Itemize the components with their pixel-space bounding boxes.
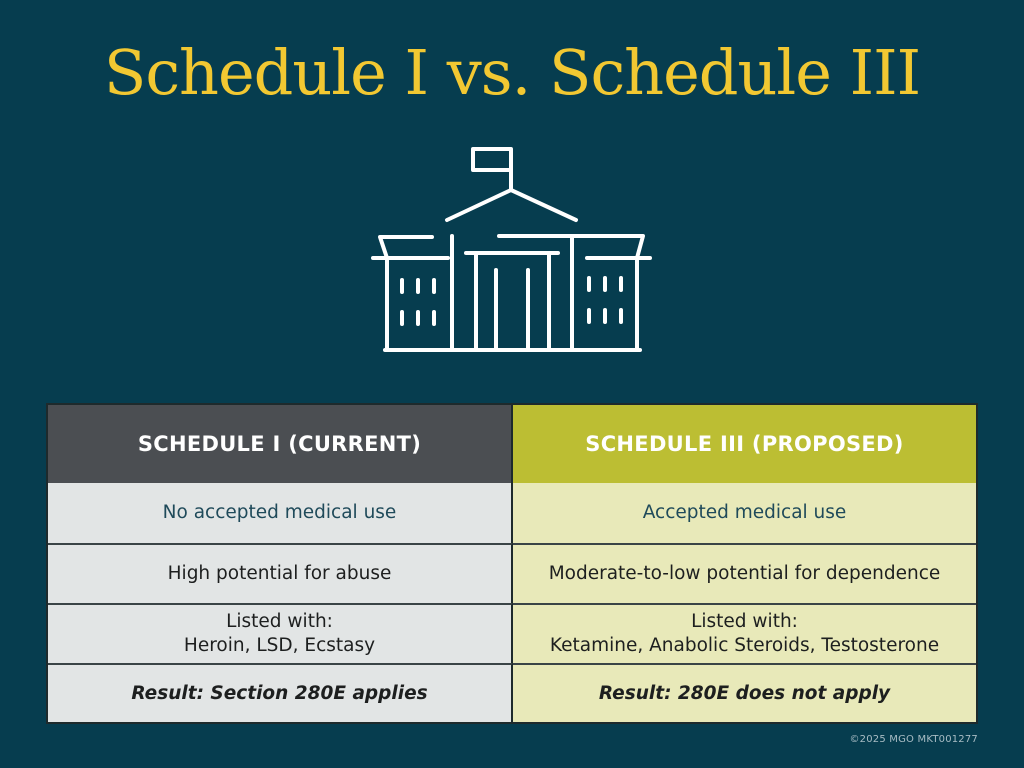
- page-title: Schedule I vs. Schedule III: [103, 36, 921, 109]
- schedule-1-header: SCHEDULE I (CURRENT): [48, 405, 513, 483]
- schedule-3-result: Result: 280E does not apply: [513, 663, 976, 722]
- schedule-1-medical-use: No accepted medical use: [48, 483, 513, 543]
- comparison-table: [46, 403, 978, 724]
- copyright-footer: ©2025 MGO MKT001277: [849, 734, 978, 745]
- schedule-1-result: Result: Section 280E applies: [48, 663, 513, 722]
- schedule-3-header: SCHEDULE III (PROPOSED): [513, 405, 976, 483]
- schedule-3-listed-label: Listed with:: [691, 611, 798, 632]
- schedule-1-listed-drugs: Heroin, LSD, Ecstasy: [183, 635, 376, 656]
- schedule-3-medical-use: Accepted medical use: [513, 483, 976, 543]
- schedule-3-abuse-potential: Moderate-to-low potential for dependence: [513, 543, 976, 603]
- schedule-3-listed-drugs: Ketamine, Anabolic Steroids, Testosterone: [549, 635, 940, 656]
- schedule-1-listed-label: Listed with:: [226, 611, 333, 632]
- schedule-1-abuse-potential: High potential for abuse: [48, 543, 513, 603]
- capitol-building-icon: [360, 140, 660, 360]
- schedule-1-listed-with: [48, 603, 513, 663]
- schedule-3-listed-with: [513, 603, 976, 663]
